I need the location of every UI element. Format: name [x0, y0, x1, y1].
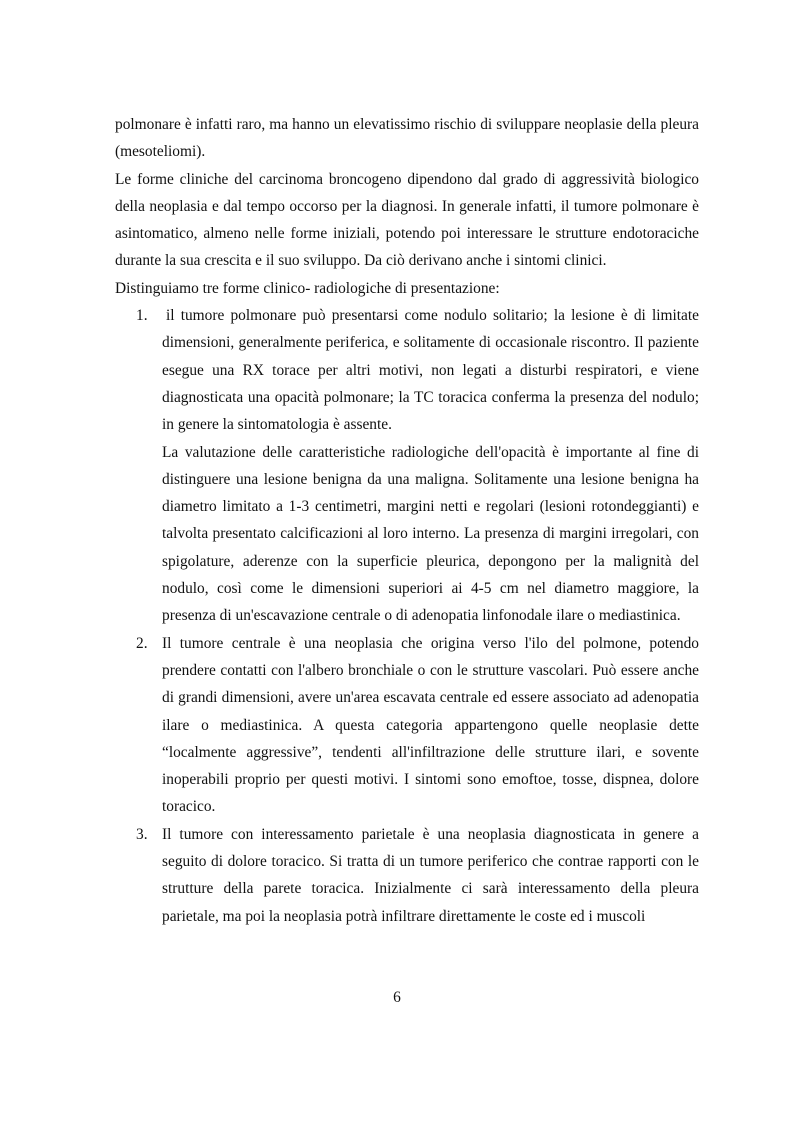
page-number: 6 [393, 989, 401, 1006]
list-item-text: Il tumore centrale è una neoplasia che origina verso l'ilo del polmone, potendo prendere contatti con l'albero bronchiale o con le strutture vascolari. Può essere anche di grandi dimensioni, avere un'area escavata centrale ed essere associato ad adenopatia ilare o mediastinica. A questa categoria appartengono quelle neoplasie dette “localmente aggressive”, tendenti all'infiltrazione delle strutture ilari, e sovente inoperabili proprio per questi motivi. I sintomi sono emoftoe, tosse, dispnea, dolore toracico. [162, 634, 699, 816]
presentation-list [115, 302, 699, 930]
list-item-number: 3. [136, 825, 148, 843]
list-item-text: il tumore polmonare può presentarsi come nodulo solitario; la lesione è di limitate dimensioni, generalmente periferica, e solitamente di occasionale riscontro. Il paziente esegue una RX torace per altri motivi, non legati a disturbi respiratori, e viene diagnosticata una opacità polmonare; la TC toracica conferma la presenza del nodulo; in genere la sintomatologia è assente. [162, 307, 699, 434]
list-item-text-continued: La valutazione delle caratteristiche radiologiche dell'opacità è importante al fine di distinguere una lesione benigna da una maligna. Solitamente una lesione benigna ha diametro limitato a 1-3 centimetri, margini netti e regolari (lesioni rotondeggianti) e talvolta presentato calcificazioni al loro interno. La presenza di margini irregolari, con spigolature, aderenze con la superficie pleurica, depongono per la malignità del nodulo, così come le dimensioni superiori ai 4-5 cm nel diametro maggiore, la presenza di un'escavazione centrale o di adenopatia linfonodale ilare o mediastinica. [162, 443, 699, 625]
list-item-number: 2. [136, 634, 148, 652]
list-item [115, 302, 699, 630]
paragraph-intro: polmonare è infatti raro, ma hanno un elevatissimo rischio di sviluppare neoplasie della pleura (mesoteliomi). [115, 116, 699, 161]
list-item [115, 630, 699, 821]
list-item-text: Il tumore con interessamento parietale è una neoplasia diagnosticata in genere a seguito di dolore toracico. Si tratta di un tumore periferico che contrae rapporti con le strutture della parete toracica. Inizialmente ci sarà interessamento della pleura parietale, ma poi la neoplasia potrà infiltrare direttamente le coste ed i muscoli [162, 825, 699, 925]
list-item-number: 1. [136, 307, 148, 325]
paragraph-clinical-forms: Le forme cliniche del carcinoma broncogeno dipendono dal grado di aggressività biologico della neoplasia e dal tempo occorso per la diagnosi. In generale infatti, il tumore polmonare è asintomatico, almeno nelle forme iniziali, potendo poi interessare le strutture endotoraciche durante la sua crescita e il suo sviluppo. Da ciò derivano anche i sintomi clinici. [115, 170, 699, 270]
list-item [115, 821, 699, 930]
page-body [115, 111, 699, 930]
paragraph-presentation-intro: Distinguiamo tre forme clinico- radiologiche di presentazione: [115, 279, 500, 297]
